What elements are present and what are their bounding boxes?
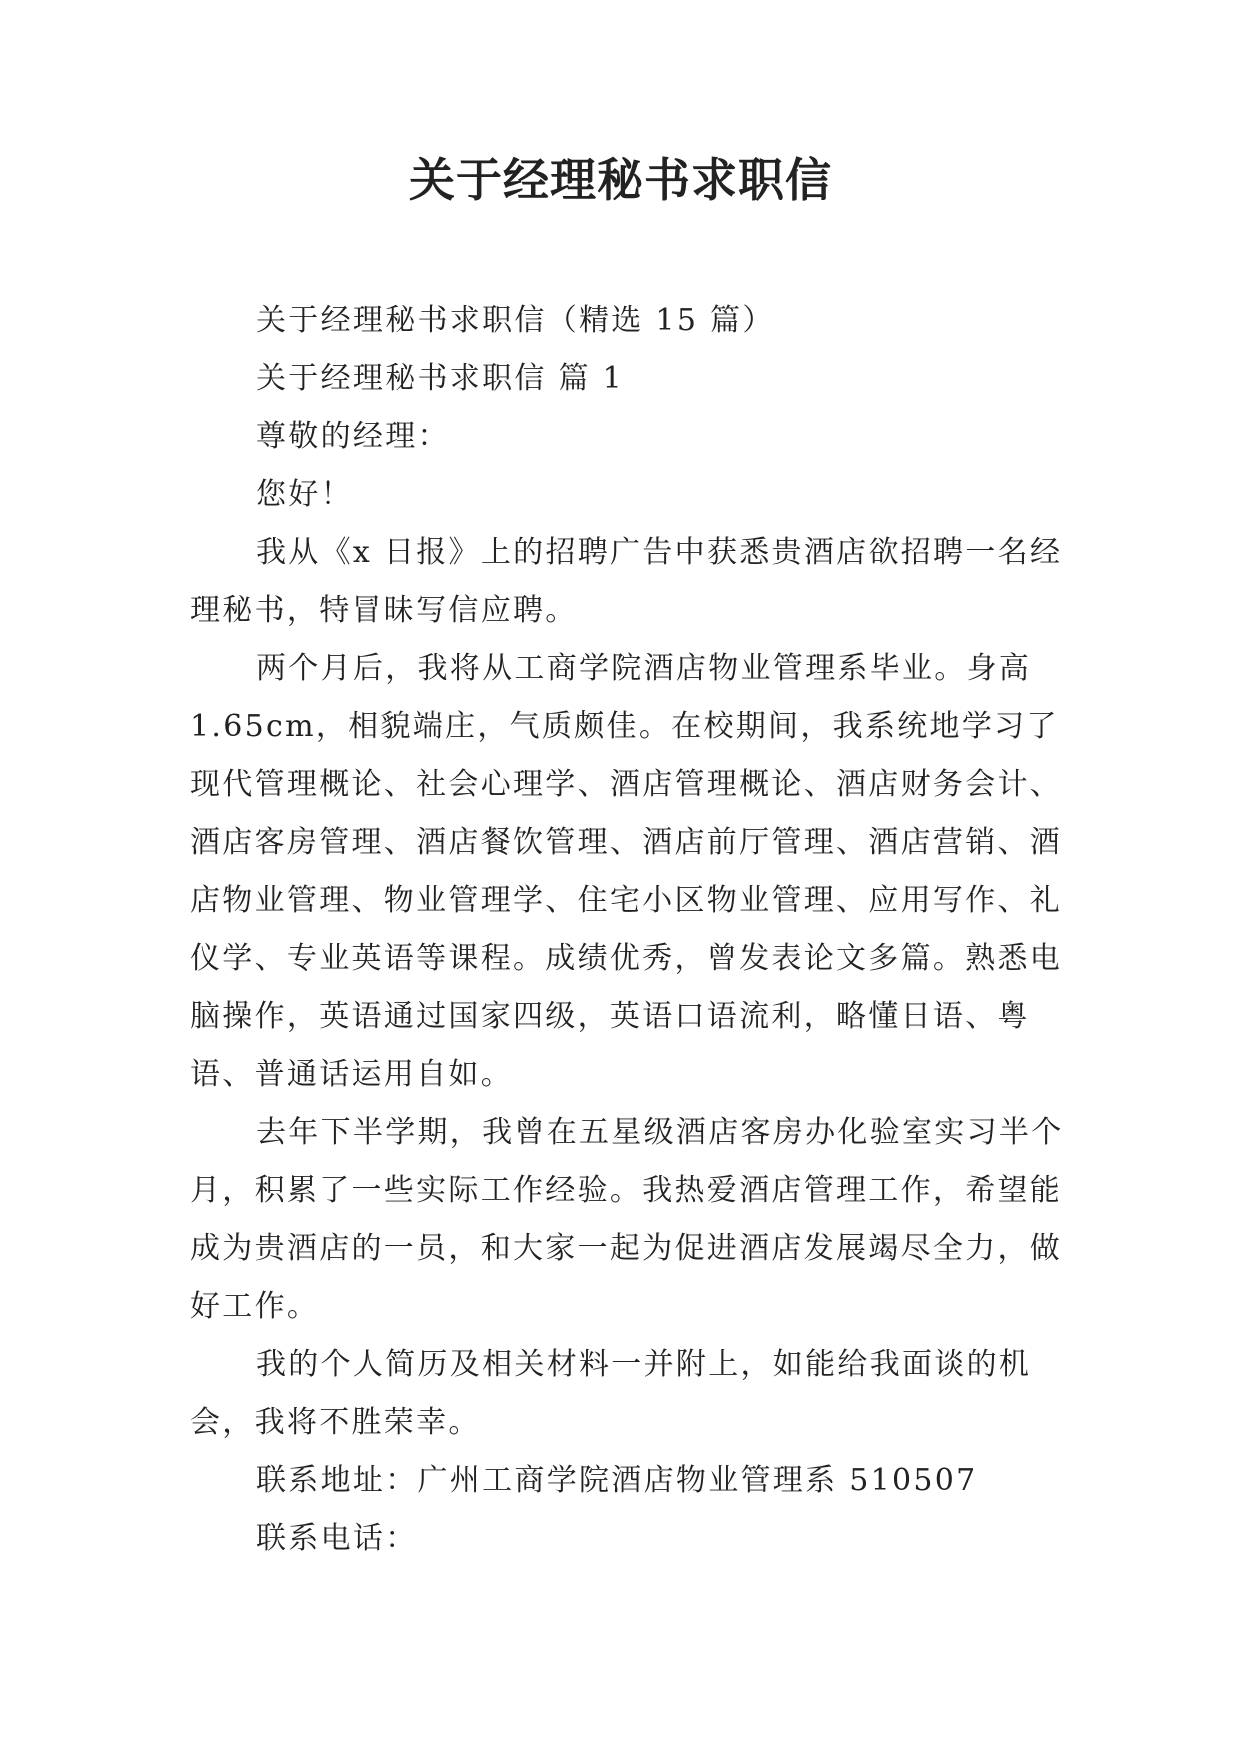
greeting: 您好！ xyxy=(256,477,353,512)
body-paragraph: 去年下半学期，我曾在五星级酒店客房办化验室实习半个月，积累了一些实际工作经验。我热爱酒店管理工作，希望能成为贵酒店的一员，和大家一起为促进酒店发展竭尽全力，做好工作。 xyxy=(190,1115,1064,1324)
salutation: 尊敬的经理： xyxy=(256,419,450,454)
document-body xyxy=(190,292,1065,1568)
contact-phone: 联系电话： xyxy=(256,1521,418,1556)
subtitle-paragraph: 关于经理秘书求职信（精选 15 篇） xyxy=(256,303,775,338)
section-heading: 关于经理秘书求职信 篇 1 xyxy=(256,361,625,396)
body-paragraph: 两个月后，我将从工商学院酒店物业管理系毕业。身高 1.65cm，相貌端庄，气质颇佳。在校期间，我系统地学习了现代管理概论、社会心理学、酒店管理概论、酒店财务会计、酒店客房管理、酒店餐饮管理、酒店前厅管理、酒店营销、酒店物业管理、物业管理学、住宅小区物业管理、应用写作、礼仪学、专业英语等课程。成绩优秀，曾发表论文多篇。熟悉电脑操作，英语通过国家四级，英语口语流利，略懂日语、粤语、普通话运用自如。 xyxy=(190,651,1063,1092)
body-paragraph: 我从《x 日报》上的招聘广告中获悉贵酒店欲招聘一名经理秘书，特冒昧写信应聘。 xyxy=(190,535,1063,628)
body-paragraph: 我的个人简历及相关材料一并附上，如能给我面谈的机会，我将不胜荣幸。 xyxy=(190,1347,1032,1440)
document-title: 关于经理秘书求职信 xyxy=(409,153,832,207)
contact-address: 联系地址：广州工商学院酒店物业管理系 510507 xyxy=(256,1463,978,1498)
